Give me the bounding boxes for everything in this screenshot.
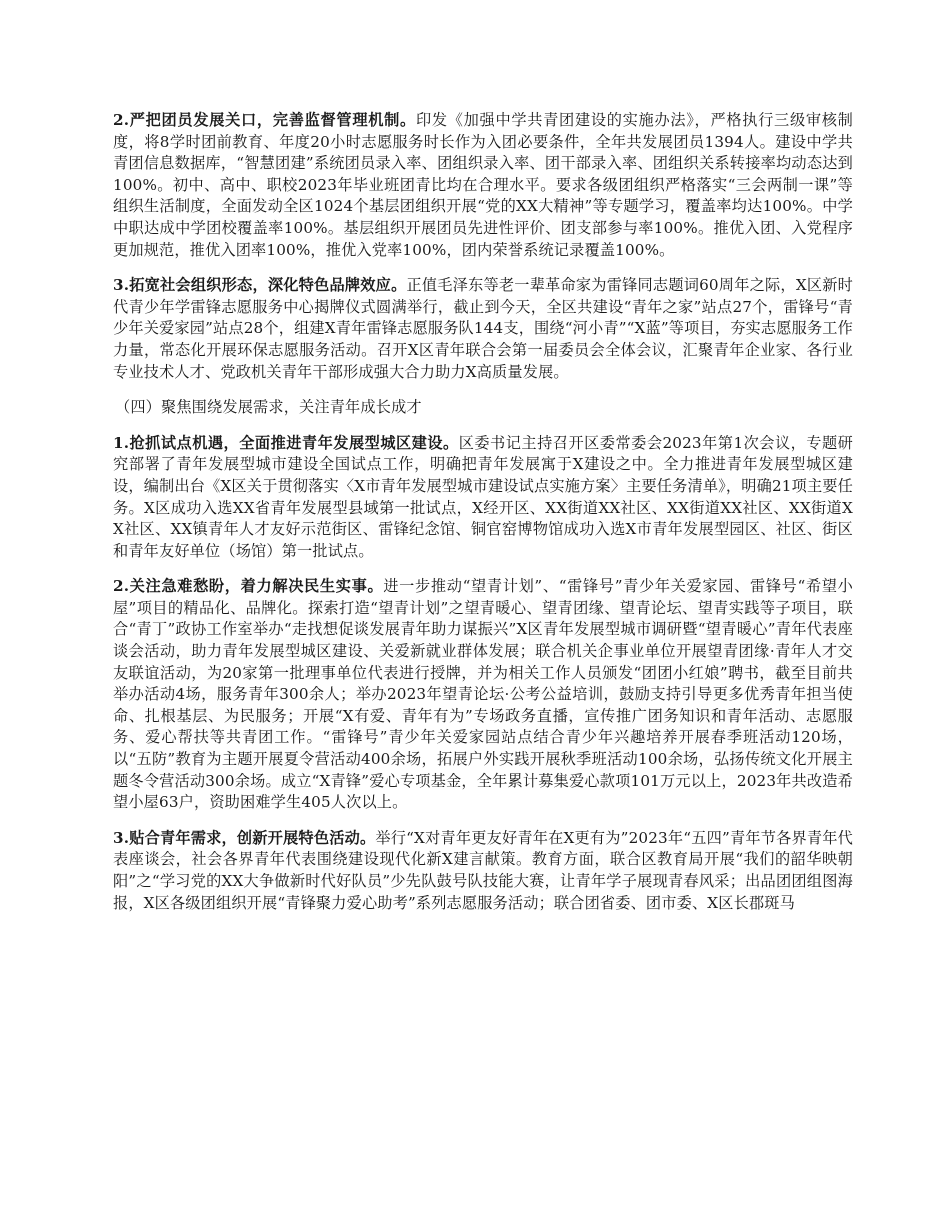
paragraph-pilot-opportunity [113, 433, 853, 563]
paragraph-body: 进一步推动“望青计划”、“雷锋号”青少年关爱家园、雷锋号“希望小屋”项目的精品化、品牌化。探索打造“望青计划”之望青暖心、望青团缘、望青论坛、望青实践等子项目，联合“青丁”政协工作室举办“走找想促谈发展青年助力谋振兴”X区青年发展型城市调研暨“望青暖心”青年代表座谈会活动，助力青年发展型城区建设、关爱新就业群体发展；联合机关企事业单位开展望青团缘·青年人才交友联谊活动，为20家第一批理事单位代表进行授牌，并为相关工作人员颁发“团团小红娘”聘书，截至目前共举办活动4场，服务青年300余人；举办2023年望青论坛·公考公益培训，鼓励支持引导更多优秀青年担当使命、扎根基层、为民服务；开展“X有爱、青年有为”专场政务直播，宣传推广团务知识和青年活动、志愿服务、爱心帮扶等共青团工作。“雷锋号”青少年关爱家园站点结合青少年兴趣培养开展春季班活动120场，以“五防”教育为主题开展夏令营活动400余场，拓展户外实践开展秋季班活动100余场，弘扬传统文化开展主题冬令营活动300余场。成立“X青锋”爱心专项基金，全年累计募集爱心款项101万元以上，2023年共改造希望小屋63户，资助困难学生405人次以上。 [113, 577, 853, 812]
paragraph-body: 区委书记主持召开区委常委会2023年第1次会议，专题研究部署了青年发展型城市建设全国试点工作，明确把青年发展寓于X建设之中。全力推进青年发展型城区建设，编制出台《X区关于贯彻落实〈X市青年发展型城市建设试点实施方案〉主要任务清单》，明确21项主要任务。X区成功入选XX省青年发展型县域第一批试点，X经开区、XX街道XX社区、XX街道XX社区、XX街道XX社区、XX镇青年人才友好示范街区、雷锋纪念馆、铜官窑博物馆成功入选X市青年发展型园区、社区、街区和青年友好单位（场馆）第一批试点。 [113, 433, 853, 560]
paragraph-heading: 2.严把团员发展关口，完善监督管理机制。 [113, 111, 416, 129]
paragraph-heading: 3.拓宽社会组织形态，深化特色品牌效应。 [113, 276, 407, 295]
paragraph-heading: 1.抢抓试点机遇，全面推进青年发展型城区建设。 [113, 433, 459, 452]
paragraph-body: 举行“X对青年更友好青年在X更有为”2023年“五四”青年节各界青年代表座谈会，社会各界青年代表围绕建设现代化新X建言献策。教育方面，联合区教育局开展“我们的韶华映朝阳”之“学习党的XX大争做新时代好队员”少先队鼓号队技能大赛，让青年学子展现青春风采；出品团团组图海报，X区各级团组织开展“青锋聚力爱心助考”系列志愿服务活动；联合团省委、团市委、X区长郡斑马 [113, 828, 853, 912]
paragraph-heading: 2.关注急难愁盼，着力解决民生实事。 [113, 577, 384, 596]
paragraph-body: 印发《加强中学共青团建设的实施办法》，严格执行三级审核制度，将8学时团前教育、年度20小时志愿服务时长作为入团必要条件，全年共发展团员1394人。建设中学共青团信息数据库，“智慧团建”系统团员录入率、团组织录入率、团干部录入率、团组织关系转接率均动态达到100%。初中、高中、职校2023年毕业班团青比均在合理水平。要求各级团组织严格落实“三会两制一课”等组织生活制度，全面发动全区1024个基层团组织开展“党的XX大精神”等专题学习，覆盖率均达100%。中学中职达成中学团校覆盖率100%。基层组织开展团员先进性评价、团支部参与率100%。推优入团、入党程序更加规范，推优入团率100%，推优入党率100%，团内荣誉系统记录覆盖100%。 [113, 111, 853, 259]
paragraph-team-member-development [113, 110, 853, 261]
paragraph-social-organization [113, 275, 853, 383]
paragraph-featured-activities [113, 828, 853, 914]
paragraph-heading: 3.贴合青年需求，创新开展特色活动。 [113, 828, 376, 847]
paragraph-body: 正值毛泽东等老一辈革命家为雷锋同志题词60周年之际，X区新时代青少年学雷锋志愿服务中心揭牌仪式圆满举行，截止到今天，全区共建设“青年之家”站点27个，雷锋号“青少年关爱家园”站点28个，组建X青年雷锋志愿服务队144支，围绕“河小青”“X蓝”等项目，夯实志愿服务工作力量，常态化开展环保志愿服务活动。召开X区青年联合会第一届委员会全体会议，汇聚青年企业家、各行业专业技术人才、党政机关青年干部形成强大合力助力X高质量发展。 [113, 276, 853, 381]
section-heading-four: （四）聚焦围绕发展需求，关注青年成长成才 [115, 398, 422, 417]
document-page [113, 110, 853, 928]
paragraph-livelihood [113, 576, 853, 814]
